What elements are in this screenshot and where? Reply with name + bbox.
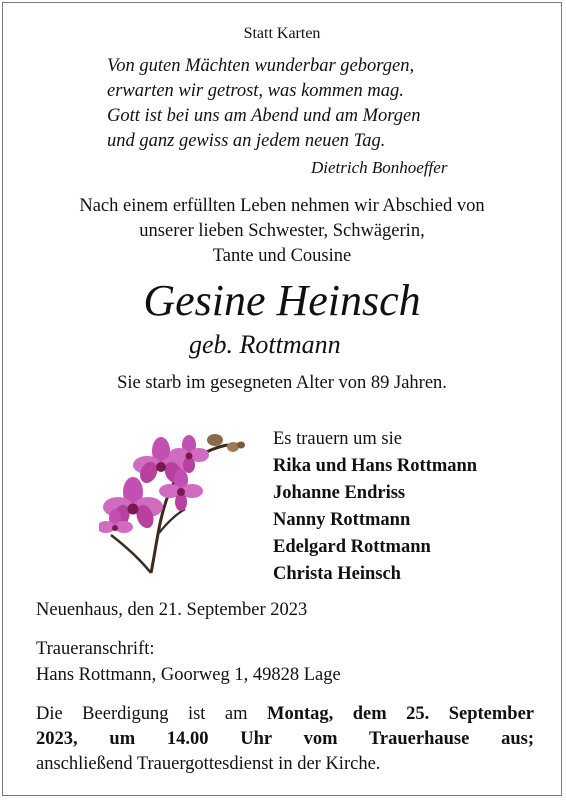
intro-line: unserer lieben Schwester, Schwägerin, — [139, 221, 425, 241]
orchid-image — [99, 423, 249, 578]
funeral-prefix: Die Beerdigung ist am — [36, 704, 248, 724]
poem-line: Von guten Mächten wunderbar geborgen, — [107, 56, 415, 76]
address-label: Traueranschrift: — [36, 639, 155, 659]
funeral-details — [36, 702, 534, 777]
poem-line: und ganz gewiss an jedem neuen Tag. — [107, 131, 386, 151]
funeral-line-2 — [36, 727, 534, 752]
intro-line: Tante und Cousine — [212, 246, 352, 266]
poem-line: erwarten wir getrost, was kommen mag. — [107, 81, 404, 101]
age-line: Sie starb im gesegneten Alter von 89 Jahren. — [117, 373, 447, 393]
poem-author: Dietrich Bonhoeffer — [311, 158, 448, 177]
mourner-name: Nanny Rottmann — [273, 510, 411, 530]
poem — [107, 54, 420, 154]
header-text: Statt Karten — [243, 25, 321, 42]
intro-text — [3, 194, 561, 269]
deceased-name: Gesine Heinsch — [143, 276, 421, 325]
obituary-notice — [2, 2, 562, 796]
funeral-date: Montag, dem 25. September — [266, 704, 534, 724]
funeral-line-1 — [36, 702, 534, 727]
maiden-name: geb. Rottmann — [189, 330, 341, 359]
mourners-list — [273, 426, 477, 588]
mourner-name: Edelgard Rottmann — [273, 537, 431, 557]
address-line: Hans Rottmann, Goorweg 1, 49828 Lage — [36, 665, 341, 685]
mourner-name: Christa Heinsch — [273, 564, 401, 584]
mourners-heading: Es trauern um sie — [273, 429, 402, 449]
funeral-time: 2023, um 14.00 Uhr vom Trauerhause aus; — [36, 729, 534, 749]
place-date: Neuenhaus, den 21. September 2023 — [36, 600, 308, 620]
intro-line: Nach einem erfüllten Leben nehmen wir Abschied von — [79, 196, 485, 216]
mourner-name: Rika und Hans Rottmann — [273, 456, 478, 476]
mourning-address — [36, 636, 341, 688]
mourner-name: Johanne Endriss — [273, 483, 406, 503]
poem-line: Gott ist bei uns am Abend und am Morgen — [107, 106, 421, 126]
funeral-line-3: anschließend Trauergottesdienst in der Kirche. — [36, 754, 381, 774]
